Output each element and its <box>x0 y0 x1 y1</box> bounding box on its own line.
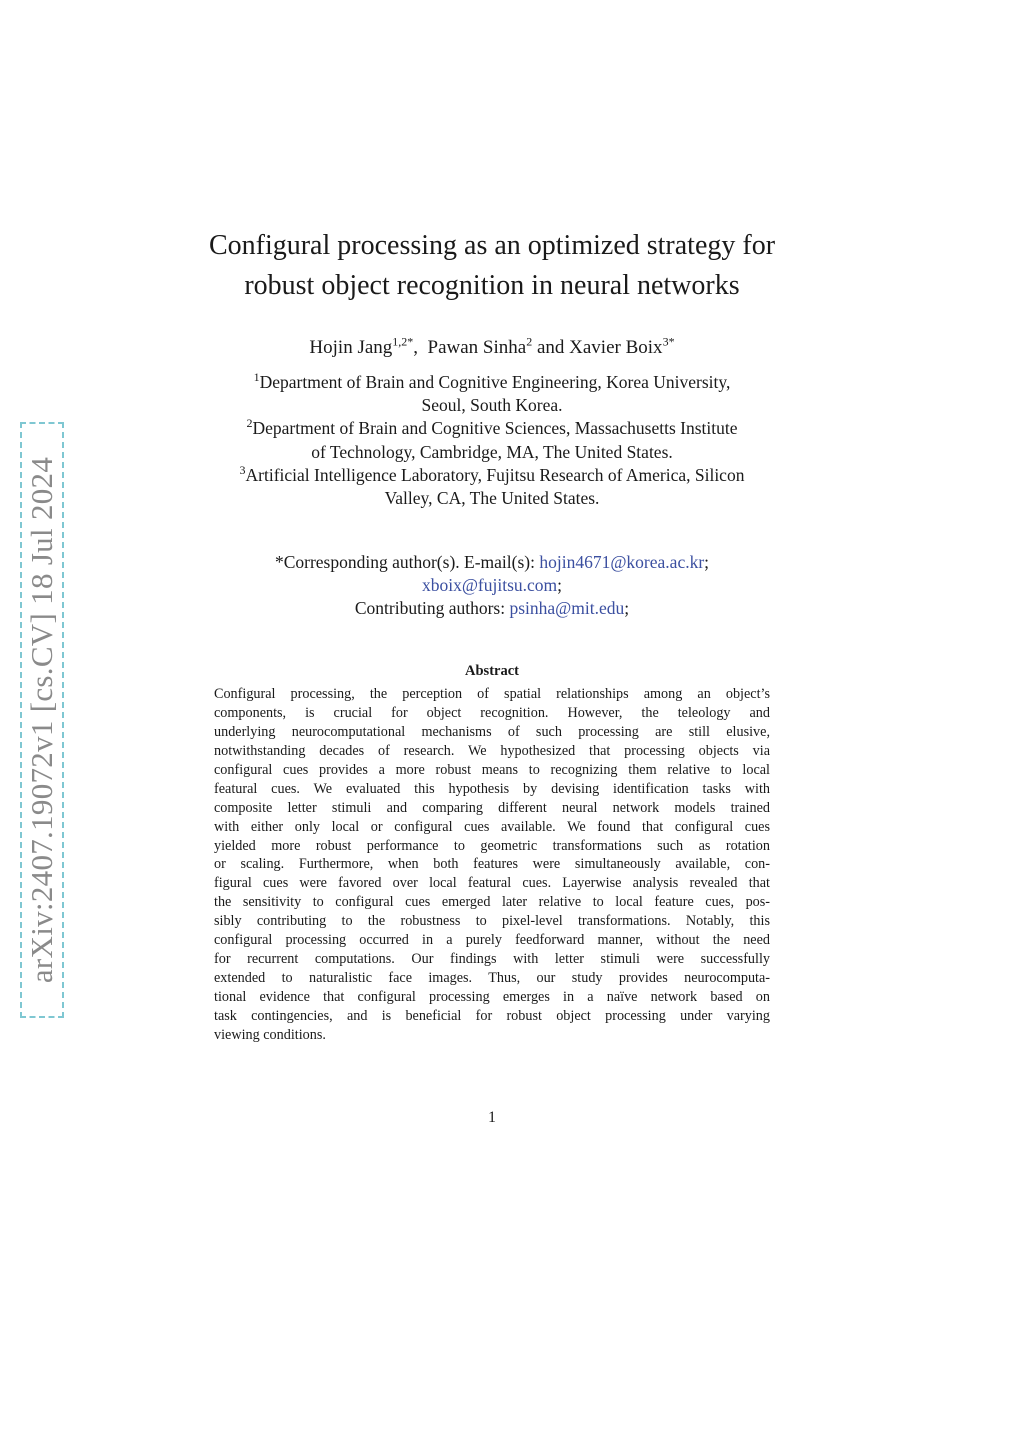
abstract-line: sibly contributing to the robustness to pixel-level transformations. Notably, this <box>214 913 770 930</box>
contributing-label: Contributing authors: <box>354 598 510 619</box>
abstract-line: the sensitivity to configural cues emerged later relative to local feature cues, pos- <box>214 894 770 911</box>
affiliation-text: Department of Brain and Cognitive Engineering, Korea University, <box>259 372 731 392</box>
email-link-psinha[interactable]: psinha@mit.edu <box>509 598 625 619</box>
abstract-line: notwithstanding decades of research. We hypothesized that processing objects via <box>214 742 770 759</box>
abstract-line: for recurrent computations. Our findings with letter stimuli were successfully <box>214 951 770 968</box>
author-2-affil: 2 <box>526 334 533 349</box>
email-link-hojin[interactable]: hojin4671@korea.ac.kr <box>539 552 705 572</box>
abstract-body <box>214 685 770 1045</box>
abstract-line: components, is crucial for object recognition. However, the teleology and <box>214 704 770 721</box>
abstract-line: configural processing occurred in a purely feedforward manner, without the need <box>214 932 770 949</box>
title-line-1: Configural processing as an optimized strategy for <box>208 230 776 261</box>
arxiv-identifier[interactable]: arXiv:2407.19072v1 [cs.CV] 18 Jul 2024 <box>24 456 59 984</box>
email-separator: ; <box>557 575 563 596</box>
author-separator: and <box>532 337 570 358</box>
affiliation-number: 2 <box>246 416 253 431</box>
email-link-xboix[interactable]: xboix@fujitsu.com <box>421 575 558 596</box>
abstract-line: task contingencies, and is beneficial for robust object processing under varying <box>214 1007 770 1024</box>
affiliation-3 <box>180 464 804 510</box>
author-1: Hojin Jang <box>309 337 393 358</box>
abstract-line: or scaling. Furthermore, when both features were simultaneously available, con- <box>214 856 770 873</box>
abstract-line: Configural processing, the perception of spatial relationships among an object’s <box>214 686 770 702</box>
abstract-line: yielded more robust performance to geometric transformations such as rotation <box>214 837 770 854</box>
affiliation-text: Seoul, South Korea. <box>421 395 563 416</box>
contact-info <box>180 551 804 621</box>
affiliation-text: Artificial Intelligence Laboratory, Fujitsu Research of America, Silicon <box>245 464 745 485</box>
author-separator: , <box>413 337 428 358</box>
author-3: Xavier Boix <box>569 337 663 358</box>
email-separator: ; <box>704 552 710 572</box>
title-line-2: robust object recognition in neural networks <box>244 270 740 301</box>
affiliation-1 <box>180 371 804 417</box>
abstract-line: tional evidence that configural processing emerges in a naïve network based on <box>214 989 770 1005</box>
abstract-line: configural cues provides a more robust means to recognizing them relative to local <box>214 761 770 778</box>
author-2: Pawan Sinha <box>427 337 527 358</box>
affiliations <box>180 371 804 510</box>
page-number: 1 <box>488 1109 496 1126</box>
affiliation-text: Valley, CA, The United States. <box>384 488 600 509</box>
affiliation-text: Department of Brain and Cognitive Sciences, Massachusetts Institute <box>252 418 738 439</box>
author-3-affil: 3* <box>662 334 675 349</box>
affiliation-2 <box>180 417 804 463</box>
abstract-line: figural cues were favored over local featural cues. Layerwise analysis revealed that <box>214 875 770 892</box>
author-1-affil: 1,2* <box>392 334 414 349</box>
affiliation-number: 3 <box>239 462 246 477</box>
affiliation-text: of Technology, Cambridge, MA, The United States. <box>311 441 673 462</box>
email-separator: ; <box>624 598 630 619</box>
affiliation-number: 1 <box>253 370 260 385</box>
author-list <box>160 334 824 362</box>
abstract-line: underlying neurocomputational mechanisms of such processing are still elusive, <box>214 723 770 740</box>
abstract-line: viewing conditions. <box>214 1026 326 1043</box>
abstract-line: composite letter stimuli and comparing different neural network models trained <box>214 799 770 816</box>
abstract-line: featural cues. We evaluated this hypothesis by devising identification tasks with <box>214 780 770 797</box>
paper-title <box>160 226 824 306</box>
abstract-heading: Abstract <box>465 663 519 679</box>
abstract-line: extended to naturalistic face images. Thus, our study provides neurocomputa- <box>214 970 770 987</box>
corresponding-label: *Corresponding author(s). E-mail(s): <box>274 552 540 572</box>
abstract-line: with either only local or configural cues available. We found that configural cues <box>214 818 770 835</box>
